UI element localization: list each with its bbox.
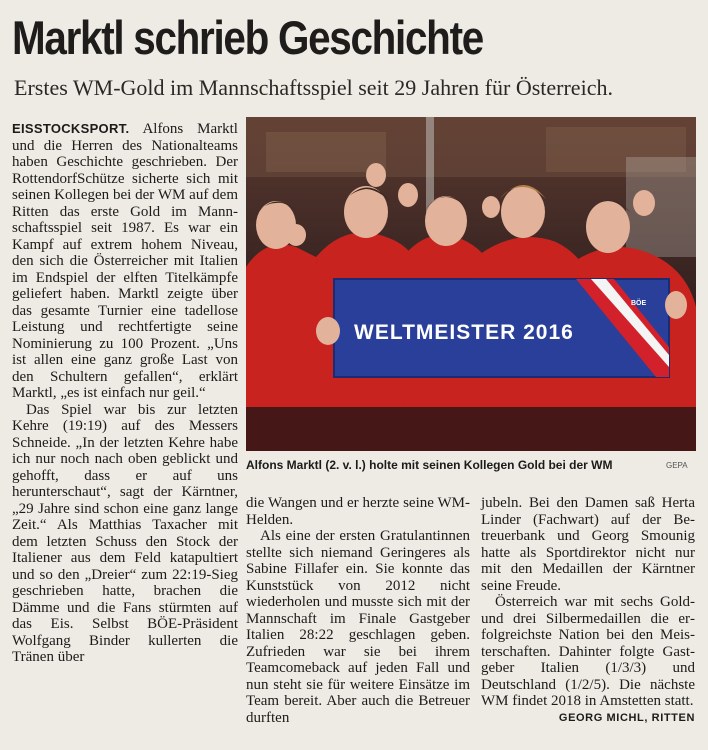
paragraph-4: Als eine der ersten Gratulantinnen stellte sich niemand Geringeres als Sabine Fillafer ein. Sie konnte das Kunststück von 2012 nicht wiederholen und musste sich mit der Mannschaft im Finale Gastgeber Italien 28:22 geschlagen geben. Zufrieden war sie bei ihrem Teamcomeback auf jeden Fall und nun steht sie für weitere Einsätze im Team bereit. Aber auch die Betreuer durften — [246, 528, 470, 726]
paragraph-intro — [12, 121, 238, 402]
paragraph-3: die Wangen und er herzte seine WM-Helden. — [246, 495, 470, 528]
byline: GEORG MICHL, RITTEN — [558, 711, 695, 724]
photo-credit: GEPA — [666, 461, 688, 470]
banner-text: WELTMEISTER 2016 — [354, 321, 574, 344]
paragraph-intro-text: Alfons Marktl und die Herren des Nationalteams haben Geschichte geschrieben. Der RottendorfSchütze sicherte sich mit seinen Kollegen bei der WM auf dem Ritten das erste Gold im Mannschaftsspiel seit 1987. Es war ein Kampf auf extrem hohem Niveau, den sich die Österreicher mit Italien im Endspiel der elften Titelkämpfe geliefert haben. Marktl zeigte über das gesamte Turnier eine tadellose Leistung und rechtfertigte seine Nominierung zu 100 Prozent. „Uns ist allen eine ganz große Last von den Schultern gefallen“, erklärt Marktl, „es ist einfach nur geil.“ — [12, 121, 238, 401]
photo-caption: Alfons Marktl (2. v. l.) holte mit seinen Kollegen Gold bei der WM — [246, 458, 613, 472]
team-photo — [246, 117, 696, 451]
column-1 — [12, 121, 238, 666]
headline: Marktl schrieb Geschichte — [12, 11, 483, 64]
paragraph-6: Österreich war mit sechs Gold- und drei Silbermedaillen die erfolgreichste Nation bei den Meisterschaften. Dahinter folgte Gastgeber Italien (1/3/3) und Deutschland (1/2/5). Die nächste WM findet 2018 in Amstetten statt. — [481, 594, 695, 709]
paragraph-5: jubeln. Bei den Damen saß Herta Linder (Fachwart) auf der Betreuerbank und Georg Smounig hatte als Sportdirektor nicht nur mit den Medaillen der Kärntner seine Freude. — [481, 495, 695, 594]
column-3 — [481, 495, 695, 726]
kicker: EISSTOCKSPORT. — [12, 121, 130, 136]
flag-label: BÖE — [631, 300, 647, 307]
paragraph-2: Das Spiel war bis zur letzten Kehre (19:19) auf des Messers Schneide. „In der letzten Kehre habe ich nur noch nach oben geblickt und gehofft, dass er auf uns herunterschaut“, sagt der Kärntner, „29 Jahre sind schon eine ganz lange Zeit.“ Als Matthias Taxacher mit dem letzten Schuss den Stock der Italiener aus dem Feld katapultiert und so den „Dreier“ zum 22:19-Sieg geschrieben hatte, brachen die Dämme und die Fans stürmten auf das Eis. Selbst BÖE-Präsident Wolfgang Binder kullerten die Tränen über — [12, 401, 238, 665]
subheadline: Erstes WM-Gold im Mannschaftsspiel seit 29 Jahren für Österreich. — [14, 75, 613, 100]
column-2 — [246, 495, 470, 726]
